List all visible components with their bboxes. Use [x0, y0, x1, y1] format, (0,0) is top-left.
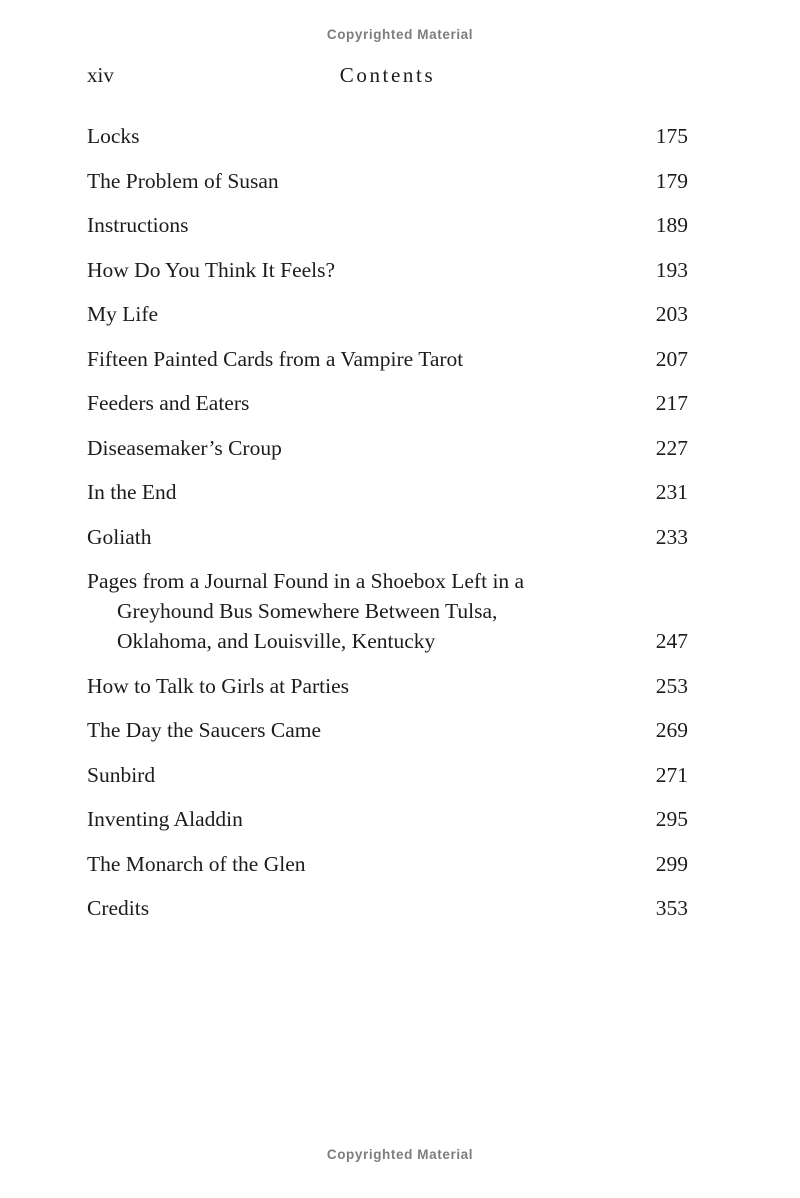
toc-title-line: Oklahoma, and Louisville, Kentucky: [117, 629, 436, 653]
toc-title-line: How to Talk to Girls at Parties: [87, 673, 350, 698]
toc-entry: [87, 299, 688, 329]
toc-entry-title: [87, 671, 644, 701]
toc-title-line: The Day the Saucers Came: [87, 718, 322, 742]
toc-entry-page-number: 253: [655, 673, 688, 698]
toc-entry-title: [87, 566, 644, 656]
toc-title-line: Fifteen Painted Cards from a Vampire Tarot: [87, 346, 464, 371]
toc-entry-page-number: 233: [655, 524, 688, 549]
toc-title-line: Locks: [87, 124, 140, 148]
toc-entry-title: [87, 299, 644, 329]
running-header: [87, 60, 688, 90]
toc-entry-page-number: 175: [655, 124, 688, 148]
toc-title-line: Instructions: [87, 213, 189, 237]
toc-entry-page-number: 179: [655, 168, 688, 193]
page-content: [87, 60, 688, 938]
toc-entry-page-number: 227: [655, 435, 688, 460]
toc-title-line: In the End: [87, 480, 177, 504]
toc-entry-page-number: 299: [655, 851, 688, 876]
toc-entry-page-number: 203: [655, 302, 688, 326]
toc-title-line: Diseasemaker’s Croup: [87, 435, 282, 460]
toc-entry: [87, 760, 688, 790]
toc-entry: [87, 166, 688, 196]
toc-entry-title: [87, 804, 644, 834]
copyright-watermark-top: Copyrighted Material: [326, 27, 474, 42]
toc-entry: [87, 804, 688, 834]
toc-title-line: How Do You Think It Feels?: [87, 257, 336, 282]
toc-entry: [87, 255, 688, 285]
toc-entry-title: [87, 388, 644, 418]
toc-title-line: Goliath: [87, 524, 152, 549]
toc-entry-title: [87, 715, 644, 745]
toc-entry: [87, 671, 688, 701]
toc-entry-title: [87, 344, 644, 374]
toc-entry-page-number: 295: [655, 807, 688, 831]
toc-entry-title: [87, 433, 644, 463]
toc-entry-page-number: 231: [655, 480, 688, 504]
toc-entry-page-number: 269: [655, 718, 688, 742]
toc-entry: [87, 849, 688, 879]
toc-title-line: The Problem of Susan: [87, 168, 279, 193]
toc-title-line: Greyhound Bus Somewhere Between Tulsa,: [117, 599, 498, 623]
toc-entry-title: [87, 522, 644, 552]
toc-entry: [87, 715, 688, 745]
toc-entry: [87, 433, 688, 463]
toc-title-line: My Life: [87, 302, 159, 326]
toc-entry: [87, 522, 688, 552]
toc-entry: [87, 566, 688, 656]
toc-entry-page-number: 353: [655, 896, 688, 920]
page-folio: xiv: [87, 63, 114, 87]
toc-entry-page-number: 207: [655, 346, 688, 371]
toc-title-line: Sunbird: [87, 762, 156, 787]
toc-entry: [87, 121, 688, 151]
toc-entry: [87, 344, 688, 374]
toc-entry-title: [87, 849, 644, 879]
toc-entry: [87, 210, 688, 240]
toc-entry-title: [87, 760, 644, 790]
toc-entry-title: [87, 210, 644, 240]
toc-entry-title: [87, 166, 644, 196]
toc-entry-title: [87, 477, 644, 507]
toc-entry: [87, 477, 688, 507]
toc-entry-page-number: 217: [655, 391, 688, 415]
toc-title-line: Feeders and Eaters: [87, 391, 250, 415]
toc-title-line: Inventing Aladdin: [87, 807, 243, 831]
toc-entry-page-number: 189: [655, 213, 688, 237]
contents-heading: Contents: [339, 63, 436, 87]
toc-title-line: The Monarch of the Glen: [87, 851, 306, 876]
toc-entry-page-number: 247: [655, 629, 688, 653]
copyright-watermark-bottom: Copyrighted Material: [326, 1147, 474, 1162]
toc-entry: [87, 388, 688, 418]
toc-entry-page-number: 193: [655, 257, 688, 282]
table-of-contents: [87, 121, 688, 923]
toc-entry-page-number: 271: [655, 762, 688, 787]
toc-title-line: Credits: [87, 896, 150, 920]
toc-entry: [87, 893, 688, 923]
toc-entry-title: [87, 255, 644, 285]
toc-title-line: Pages from a Journal Found in a Shoebox Left in a: [87, 569, 525, 593]
toc-entry-title: [87, 121, 644, 151]
toc-entry-title: [87, 893, 644, 923]
